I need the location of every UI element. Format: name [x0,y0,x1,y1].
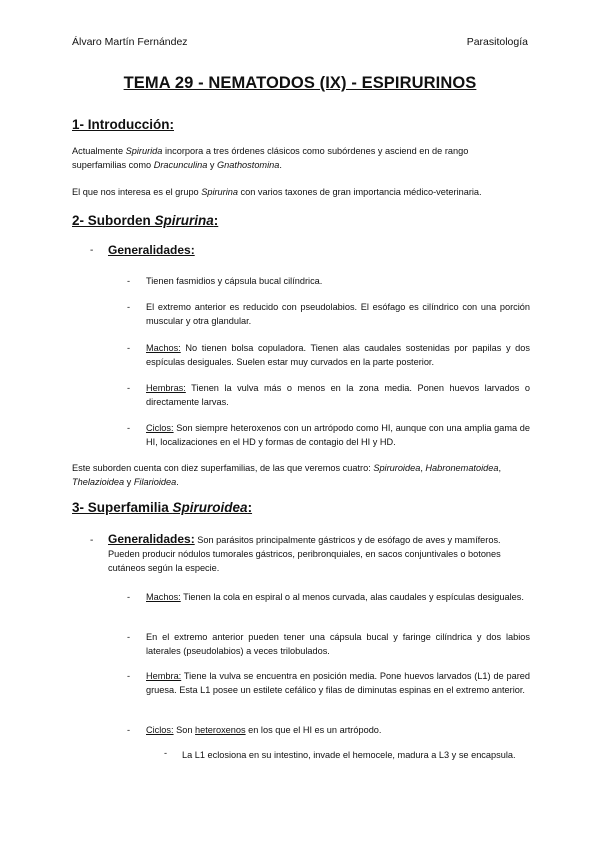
bullet-dash: - [127,302,131,312]
bullet-dash: - [127,632,131,642]
section-2-bullet-3: Machos: No tienen bolsa copuladora. Tienen alas caudales sostenidas por papilas y dos espículas desiguales. Suelen estar muy curvados en la parte posterior. [146,343,530,367]
section-3-generalidades-heading: Generalidades: [108,532,195,546]
section-2-bullet-1: Tienen fasmidios y cápsula bucal cilíndrica. [146,276,323,286]
header-author: Álvaro Martín Fernández [72,36,188,48]
hembras-label: Hembras: [146,383,186,393]
section-1-heading: 1- Introducción: [72,117,174,132]
machos-label: Machos: [146,592,181,602]
heteroxenos-term: heteroxenos [195,725,246,735]
section-3-list-dash: - [90,535,94,546]
ciclos-label: Ciclos: [146,423,174,433]
bullet-dash: - [127,671,131,681]
header-subject: Parasitología [466,36,528,48]
section-2-bullet-5: Ciclos: Son siempre heteroxenos con un artrópodo como HI, aunque con una amplia gama de HI, localizaciones en el HD y formas de contagio del HI y HD. [146,423,530,447]
bullet-dash: - [127,383,131,393]
machos-label: Machos: [146,343,181,353]
section-3-bullet-1: Machos: Tienen la cola en espiral o al menos curvada, alas caudales y espículas desiguales. [146,592,524,602]
section-1-paragraph-1: Actualmente Spirurida incorpora a tres órdenes clásicos como subórdenes y asciend en de rango superfamilias como Dracunculina y Gnathostomina. [72,146,469,170]
document-title: TEMA 29 - NEMATODOS (IX) - ESPIRURINOS [123,74,477,92]
section-3-bullet-2: En el extremo anterior pueden tener una cápsula bucal y faringe cilíndrica y dos labios laterales (pseudolabios) a veces trilobulados. [146,632,530,656]
ciclos-label: Ciclos: [146,725,174,735]
bullet-dash: - [127,276,131,286]
section-2-bullet-4: Hembras: Tienen la vulva más o menos en la zona media. Ponen huevos larvados o directamente larvas. [146,383,530,407]
section-3-bullet-3: Hembra: Tiene la vulva se encuentra en posición media. Pone huevos larvados (L1) de pared gruesa. Esta L1 posee un estilete cefálico y filas de diminutas espinas en el extremo anterior. [146,671,530,695]
section-3-generalidades-paragraph: Generalidades: Son parásitos principalmente gástricos y de esófago de aves y mamíferos. Pueden producir nódulos tumorales gástricos, peribronquiales, en sacos conjuntivales o botones cutáneos según la especie. [108,532,501,573]
section-2-bullet-2: El extremo anterior es reducido con pseudolabios. El esófago es cilíndrico con una porción muscular y otra glandular. [146,302,530,326]
section-3-bullet-4: Ciclos: Son heteroxenos en los que el HI es un artrópodo. [146,725,382,735]
bullet-dash: - [127,725,131,735]
bullet-dash: - [127,592,131,602]
hembra-label: Hembra: [146,671,182,681]
section-2-heading: 2- Suborden Spirurina: [72,213,219,228]
section-2-list-dash: - [90,245,94,256]
section-2-generalidades-heading: Generalidades: [108,243,195,257]
bullet-dash: - [127,423,131,433]
section-1-paragraph-2: El que nos interesa es el grupo Spirurina con varios taxones de gran importancia médico-veterinaria. [72,187,482,197]
nested-bullet-dash: - [164,748,168,758]
bullet-dash: - [127,343,131,353]
section-2-closing-paragraph: Este suborden cuenta con diez superfamilias, de las que veremos cuatro: Spiruroidea, Habronematoidea, Thelazioidea y Filarioidea. [72,463,502,487]
section-3-ciclos-subbullet-1: La L1 eclosiona en su intestino, invade el hemocele, madura a L3 y se encapsula. [182,750,516,760]
section-3-heading: 3- Superfamilia Spiruroidea: [72,500,253,515]
